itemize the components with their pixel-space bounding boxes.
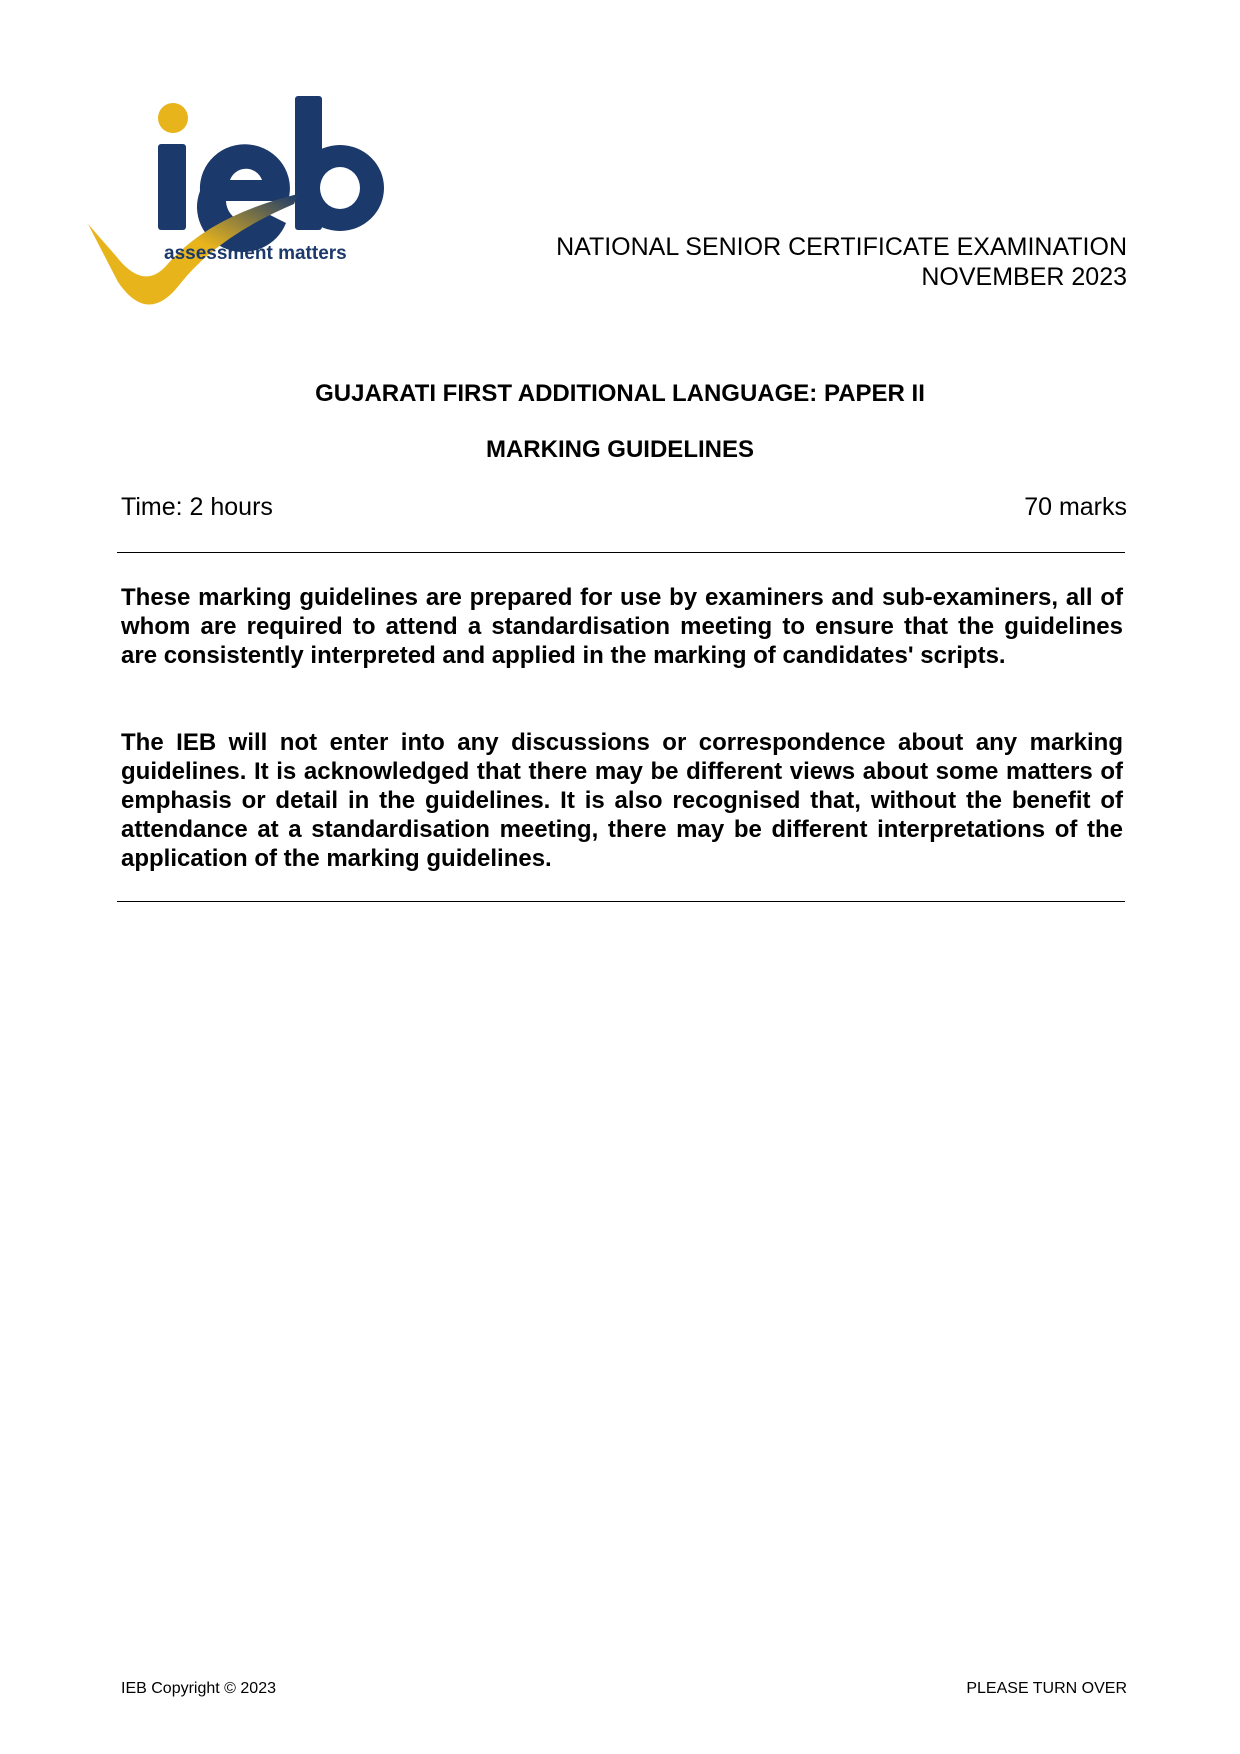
time-allowed: Time: 2 hours bbox=[121, 493, 273, 521]
document-title: MARKING GUIDELINES bbox=[485, 436, 754, 463]
ieb-logo-graphic bbox=[88, 96, 428, 326]
disclaimer-paragraph: The IEB will not enter into any discussions or correspondence about any marking guidelines. It is acknowledged that there may be different views about some matters of emphasis or detail in the guidelines. It is also recognised that, without the benefit of attendance at a standardisation meeting, there may be different interpretations of the application of the marking guidelines. bbox=[121, 729, 1123, 872]
exam-header bbox=[556, 232, 1127, 292]
logo-tagline: assessment matters bbox=[164, 243, 347, 264]
divider-top bbox=[117, 552, 1125, 553]
exam-name: NATIONAL SENIOR CERTIFICATE EXAMINATION bbox=[556, 233, 1127, 261]
ieb-logo bbox=[88, 96, 428, 326]
intro-paragraph: These marking guidelines are prepared for use by examiners and sub-examiners, all of whom are required to attend a standardisation meeting to ensure that the guidelines are consistently interpreted and applied in the marking of candidates' scripts. bbox=[121, 584, 1123, 669]
divider-bottom bbox=[117, 901, 1125, 902]
exam-meta bbox=[121, 493, 1127, 522]
footer-turn-over: PLEASE TURN OVER bbox=[966, 1680, 1127, 1697]
exam-date: NOVEMBER 2023 bbox=[921, 263, 1127, 291]
paper-title: GUJARATI FIRST ADDITIONAL LANGUAGE: PAPER II bbox=[315, 380, 925, 407]
footer-copyright: IEB Copyright © 2023 bbox=[121, 1680, 276, 1697]
total-marks: 70 marks bbox=[1024, 493, 1127, 521]
